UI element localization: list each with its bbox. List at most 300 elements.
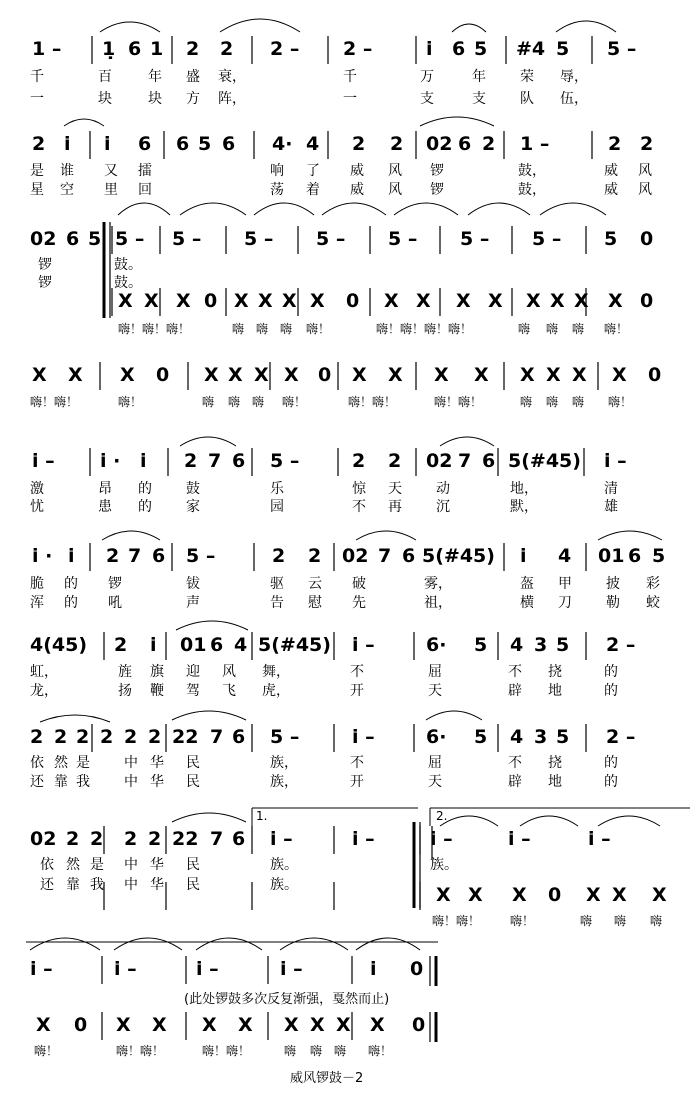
shout-lyric: 嗨！ <box>510 914 535 928</box>
slur <box>172 711 246 720</box>
drum-note: X <box>284 1014 299 1036</box>
lyric: 地 <box>548 683 562 699</box>
drum-note: X <box>310 290 325 312</box>
lyric: 告 <box>270 595 284 611</box>
drum-note: X <box>258 290 273 312</box>
lyric: 是 <box>30 163 44 179</box>
shout-lyric: 嗨 <box>252 395 265 409</box>
lyric: 迎 <box>186 664 200 680</box>
note: i <box>370 958 377 980</box>
lyric: 威 <box>604 163 618 179</box>
lyric: 浑 <box>30 595 44 611</box>
note: 6· <box>426 634 447 656</box>
shout-lyric: 嗨！嗨！嗨！ <box>118 322 191 336</box>
lyric: 一 <box>30 91 44 107</box>
shout-lyric: 嗨！嗨！嗨！嗨！ <box>376 322 473 336</box>
slur <box>426 711 482 720</box>
note: 2 <box>308 545 322 567</box>
note: i – <box>508 828 531 850</box>
note: 2 <box>66 828 80 850</box>
drum-note: X <box>574 290 589 312</box>
lyric: 鞭 <box>150 683 164 699</box>
shout-lyric: 嗨！嗨！ <box>116 1044 165 1058</box>
lyric: 惊 <box>352 481 366 497</box>
slur <box>420 117 494 126</box>
note: 2 <box>54 726 68 748</box>
lyric: 靠 <box>66 877 80 893</box>
lyric: 年 <box>472 69 486 85</box>
shout-lyric: 嗨 <box>518 322 531 336</box>
lyric: 横 <box>520 595 534 611</box>
note: 22 <box>172 726 199 748</box>
note: 4· <box>272 133 293 155</box>
slur <box>556 21 616 32</box>
lyric: 千 <box>30 69 44 85</box>
lyric: 荡 <box>270 182 284 198</box>
note: 4 <box>510 726 524 748</box>
drum-note: 0 <box>640 290 654 312</box>
tie <box>196 938 262 950</box>
lyric: 民 <box>186 857 200 873</box>
slur <box>64 119 104 126</box>
shout-lyric: 嗨 <box>650 914 663 928</box>
lyric: 昂 <box>98 481 112 497</box>
note: 5 – <box>270 450 300 472</box>
drum-note: X <box>238 1014 253 1036</box>
note: 2 <box>76 726 90 748</box>
lyric: 百 <box>98 69 112 85</box>
note: 7 <box>210 726 224 748</box>
lyric: 伍， <box>560 91 588 107</box>
lyric: 钹 <box>186 576 200 592</box>
lyric: 不 <box>508 664 522 680</box>
lyric: 威 <box>604 182 618 198</box>
lyric: 族， <box>270 774 298 790</box>
lyric: 园 <box>270 499 284 515</box>
shout-lyric: 嗨 <box>546 322 559 336</box>
lyric: 我 <box>76 774 90 790</box>
lyric: 患 <box>98 499 112 515</box>
note: 2 – <box>606 634 636 656</box>
volta-number: 1. <box>256 809 268 823</box>
note: 02 <box>30 228 57 250</box>
tie <box>540 203 606 215</box>
lyric: 威 <box>350 163 364 179</box>
lyric: 中 <box>124 774 138 790</box>
lyric: 旗 <box>150 664 164 680</box>
lyric: 虹， <box>30 664 58 680</box>
slur <box>598 531 662 540</box>
slur <box>176 621 248 630</box>
drum-note: X <box>120 364 135 386</box>
drum-note: X <box>284 364 299 386</box>
drum-note: X <box>254 364 269 386</box>
lyric: 盔 <box>520 576 534 592</box>
note: 2 <box>106 545 120 567</box>
shout-lyric: 嗨！嗨！ <box>432 914 481 928</box>
note: 2 – <box>270 38 300 60</box>
note: 2 – <box>606 726 636 748</box>
note: i – <box>270 828 293 850</box>
lyric: 清 <box>604 481 618 497</box>
shout-lyric: 嗨 <box>256 322 269 336</box>
note: 1 – <box>520 133 550 155</box>
note: 7 <box>378 545 392 567</box>
shout-lyric: 嗨！嗨！ <box>202 1044 251 1058</box>
drum-note: 0 <box>648 364 662 386</box>
note: 4(45) <box>30 634 88 656</box>
drum-note: X <box>488 290 503 312</box>
drum-note: X <box>612 884 627 906</box>
note: 2 <box>124 726 138 748</box>
lyric: 刀 <box>558 595 572 611</box>
lyric: 是 <box>76 755 90 771</box>
lyric: 忧 <box>30 499 44 515</box>
note: 5(#45) <box>508 450 581 472</box>
lyric: 的 <box>604 664 618 680</box>
lyric: 风 <box>638 182 652 198</box>
lyric: 阵， <box>218 91 246 107</box>
lyric: 族。 <box>270 877 298 893</box>
drum-note: X <box>612 364 627 386</box>
page-footer: 威风锣鼓－2 <box>290 1071 364 1086</box>
note: 2 <box>352 450 366 472</box>
lyric: 是 <box>90 857 104 873</box>
note: 5 <box>604 228 618 250</box>
lyric: 队 <box>520 91 534 107</box>
note: 2 <box>640 133 654 155</box>
note: i – <box>352 828 375 850</box>
lyric: 荣 <box>520 69 534 85</box>
lyric: 中 <box>124 857 138 873</box>
note: 4 <box>558 545 572 567</box>
lyric: 我 <box>90 877 104 893</box>
drum-note: 0 <box>346 290 360 312</box>
note: 5 – <box>244 228 274 250</box>
lyric: 辟 <box>508 683 522 699</box>
shout-lyric: 嗨！ <box>306 322 331 336</box>
note: i · <box>100 450 121 472</box>
slur <box>440 437 494 446</box>
tie <box>280 938 348 950</box>
lyric: 族。 <box>430 857 458 873</box>
lyric: 不 <box>352 499 366 515</box>
shout-lyric: 嗨！ <box>34 1044 59 1058</box>
lyric: 依 <box>30 755 44 771</box>
shout-lyric: 嗨 <box>284 1044 297 1058</box>
lyric: 着 <box>306 182 320 198</box>
note: 2 <box>32 133 46 155</box>
note: 5(#45) <box>422 545 495 567</box>
shout-lyric: 嗨！ <box>118 395 143 409</box>
lyric: 族。 <box>270 857 298 873</box>
lyric: 旌 <box>118 664 132 680</box>
lyric: 虎， <box>262 683 290 699</box>
slur <box>356 531 416 540</box>
note: 2 <box>272 545 286 567</box>
lyric: 锣 <box>430 163 444 179</box>
lyric: 块 <box>98 91 112 107</box>
note: i – <box>604 450 627 472</box>
note: 2 <box>482 133 496 155</box>
drum-note: 0 <box>548 884 562 906</box>
lyric: 辱， <box>560 69 588 85</box>
lyric: 谁 <box>60 163 74 179</box>
note: 6 <box>222 133 236 155</box>
note: 2 <box>184 450 198 472</box>
drum-note: X <box>474 364 489 386</box>
note: 2 <box>220 38 234 60</box>
slur <box>102 531 160 540</box>
note: 6· <box>426 726 447 748</box>
lyric: 甲 <box>558 576 572 592</box>
lyric: 地 <box>548 774 562 790</box>
lyric: 激 <box>30 481 44 497</box>
note: 6 <box>232 726 246 748</box>
tie <box>440 816 498 826</box>
drum-note: 0 <box>412 1014 426 1036</box>
lyric: 再 <box>388 499 402 515</box>
tie <box>114 938 182 950</box>
note: i – <box>32 450 55 472</box>
lyric: 飞 <box>222 683 236 699</box>
lyric: 驾 <box>186 683 200 699</box>
note: 3 <box>534 634 548 656</box>
note: 5 <box>652 545 666 567</box>
slur <box>180 437 236 446</box>
shout-lyric: 嗨 <box>572 322 585 336</box>
lyric: 空 <box>60 182 74 198</box>
note: 2 <box>30 726 44 748</box>
note: 6 <box>176 133 190 155</box>
drum-note: X <box>512 884 527 906</box>
lyric: 万 <box>420 69 434 85</box>
drum-note: X <box>468 884 483 906</box>
shout-lyric: 嗨 <box>546 395 559 409</box>
lyric: 风 <box>638 163 652 179</box>
note: 2 <box>124 828 138 850</box>
lyric: 然 <box>54 755 68 771</box>
drum-note: X <box>416 290 431 312</box>
lyric: 挠 <box>548 664 562 680</box>
note: 0 <box>410 958 424 980</box>
note: 01 <box>598 545 625 567</box>
lyric: 支 <box>420 91 434 107</box>
lyric: 沉 <box>436 499 450 515</box>
drum-note: X <box>436 884 451 906</box>
lyric: 回 <box>138 182 152 198</box>
note: 22 <box>172 828 199 850</box>
shout-lyric: 嗨！嗨！ <box>434 395 483 409</box>
lyric: 家 <box>186 499 200 515</box>
drum-note: X <box>546 364 561 386</box>
drum-note: X <box>520 364 535 386</box>
drum-note: X <box>116 1014 131 1036</box>
note: i – <box>114 958 137 980</box>
lyric: 天 <box>428 774 442 790</box>
note: 2 <box>608 133 622 155</box>
lyric: 鼓。 <box>114 257 142 273</box>
note: 7 <box>128 545 142 567</box>
drum-note: X <box>68 364 83 386</box>
lyric: 动 <box>436 481 450 497</box>
note: 0 <box>640 228 654 250</box>
shout-lyric: 嗨 <box>520 395 533 409</box>
lyric: 挠 <box>548 755 562 771</box>
drum-note: X <box>384 290 399 312</box>
lyric: 声 <box>186 595 200 611</box>
lyric: 祖， <box>424 595 452 611</box>
note: 4 <box>234 634 248 656</box>
lyric: 中 <box>124 877 138 893</box>
note: i <box>140 450 147 472</box>
note: 7 <box>458 450 472 472</box>
drum-note: X <box>204 364 219 386</box>
lyric: 中 <box>124 755 138 771</box>
lyric: 吼 <box>108 595 122 611</box>
lyric: 的 <box>604 774 618 790</box>
shout-lyric: 嗨 <box>580 914 593 928</box>
note: 5 <box>198 133 212 155</box>
note: 1 <box>150 38 164 60</box>
note: 5 – <box>186 545 216 567</box>
note: i <box>68 545 75 567</box>
lyric: 的 <box>64 595 78 611</box>
lyric: 不 <box>508 755 522 771</box>
lyric: 支 <box>472 91 486 107</box>
note: 3 <box>534 726 548 748</box>
lyric: 脆 <box>30 576 44 592</box>
note: 4 <box>510 634 524 656</box>
lyric: 华 <box>150 857 164 873</box>
drum-note: X <box>434 364 449 386</box>
tie <box>322 203 386 215</box>
note: 5 – <box>532 228 562 250</box>
note: 5 – <box>460 228 490 250</box>
note: i – <box>30 958 53 980</box>
note: 2 <box>388 450 402 472</box>
note: 5 <box>474 634 488 656</box>
note: i – <box>588 828 611 850</box>
note: 5 <box>556 38 570 60</box>
note: 6 <box>152 545 166 567</box>
note: i – <box>196 958 219 980</box>
lyric: 屈 <box>428 755 442 771</box>
lyric: 乐 <box>270 481 284 497</box>
note: 2 <box>186 38 200 60</box>
lyric: 风 <box>388 163 402 179</box>
note: #4 <box>516 38 546 60</box>
drum-note: X <box>32 364 47 386</box>
note: 2 – <box>343 38 373 60</box>
note: 5 <box>556 634 570 656</box>
shout-lyric: 嗨！ <box>368 1044 393 1058</box>
lyric: 擂 <box>138 163 152 179</box>
lyric: 破 <box>352 576 366 592</box>
note: 2 <box>390 133 404 155</box>
tie <box>394 203 458 215</box>
note: 5 <box>474 38 488 60</box>
volta-number: 2. <box>436 809 448 823</box>
note: i <box>104 133 111 155</box>
drum-note: 0 <box>318 364 332 386</box>
drum-note: X <box>282 290 297 312</box>
note: 5 – <box>270 726 300 748</box>
lyric: 勒 <box>606 595 620 611</box>
note: 5 – <box>172 228 202 250</box>
tie <box>598 816 660 826</box>
shout-lyric: 嗨 <box>572 395 585 409</box>
drum-note: 0 <box>156 364 170 386</box>
lyric: 慰 <box>308 595 322 611</box>
note: 02 <box>342 545 369 567</box>
note: i – <box>430 828 453 850</box>
lyric: 龙， <box>30 683 58 699</box>
tie <box>180 203 246 215</box>
lyric: 千 <box>343 69 357 85</box>
lyric: 开 <box>350 683 364 699</box>
note: 5 <box>474 726 488 748</box>
note: i <box>426 38 433 60</box>
lyric: 雄 <box>604 499 618 515</box>
lyric: 鼓， <box>518 182 546 198</box>
note: 2 <box>114 634 128 656</box>
lyric: 的 <box>64 576 78 592</box>
note: i – <box>352 634 375 656</box>
note: 2 <box>100 726 114 748</box>
shout-lyric: 嗨 <box>310 1044 323 1058</box>
note: 6 <box>458 133 472 155</box>
lyric: 里 <box>104 182 118 198</box>
drum-note: X <box>550 290 565 312</box>
lyric: 云 <box>308 576 322 592</box>
tie <box>468 203 530 215</box>
note: 02 <box>426 450 453 472</box>
lyric: 族， <box>270 755 298 771</box>
lyric: 不 <box>350 664 364 680</box>
drum-note: X <box>652 884 667 906</box>
shout-lyric: 嗨 <box>280 322 293 336</box>
lyric: 的 <box>604 683 618 699</box>
shout-lyric: 嗨 <box>232 322 245 336</box>
lyric: 星 <box>30 182 44 198</box>
note: 6 <box>452 38 466 60</box>
lyric: 锣 <box>108 576 122 592</box>
note: 6 <box>402 545 416 567</box>
note: 5(#45) <box>258 634 331 656</box>
lyric: 威 <box>350 182 364 198</box>
drum-note: X <box>234 290 249 312</box>
lyric: 鼓， <box>518 163 546 179</box>
drum-note: X <box>456 290 471 312</box>
note: 6 <box>210 634 224 656</box>
drum-note: X <box>36 1014 51 1036</box>
slur <box>40 715 110 722</box>
drum-note: X <box>336 1014 351 1036</box>
lyric: 靠 <box>54 774 68 790</box>
shout-lyric: 嗨 <box>334 1044 347 1058</box>
lyric: 开 <box>350 774 364 790</box>
note: 2 <box>352 133 366 155</box>
slur <box>452 24 486 32</box>
shout-lyric: 嗨！ <box>608 395 633 409</box>
lyric: 锣 <box>430 182 444 198</box>
drum-note: X <box>202 1014 217 1036</box>
note: 6 <box>232 828 246 850</box>
note: 7 <box>208 450 222 472</box>
note: 2 <box>148 726 162 748</box>
lyric: 鼓 <box>186 481 200 497</box>
